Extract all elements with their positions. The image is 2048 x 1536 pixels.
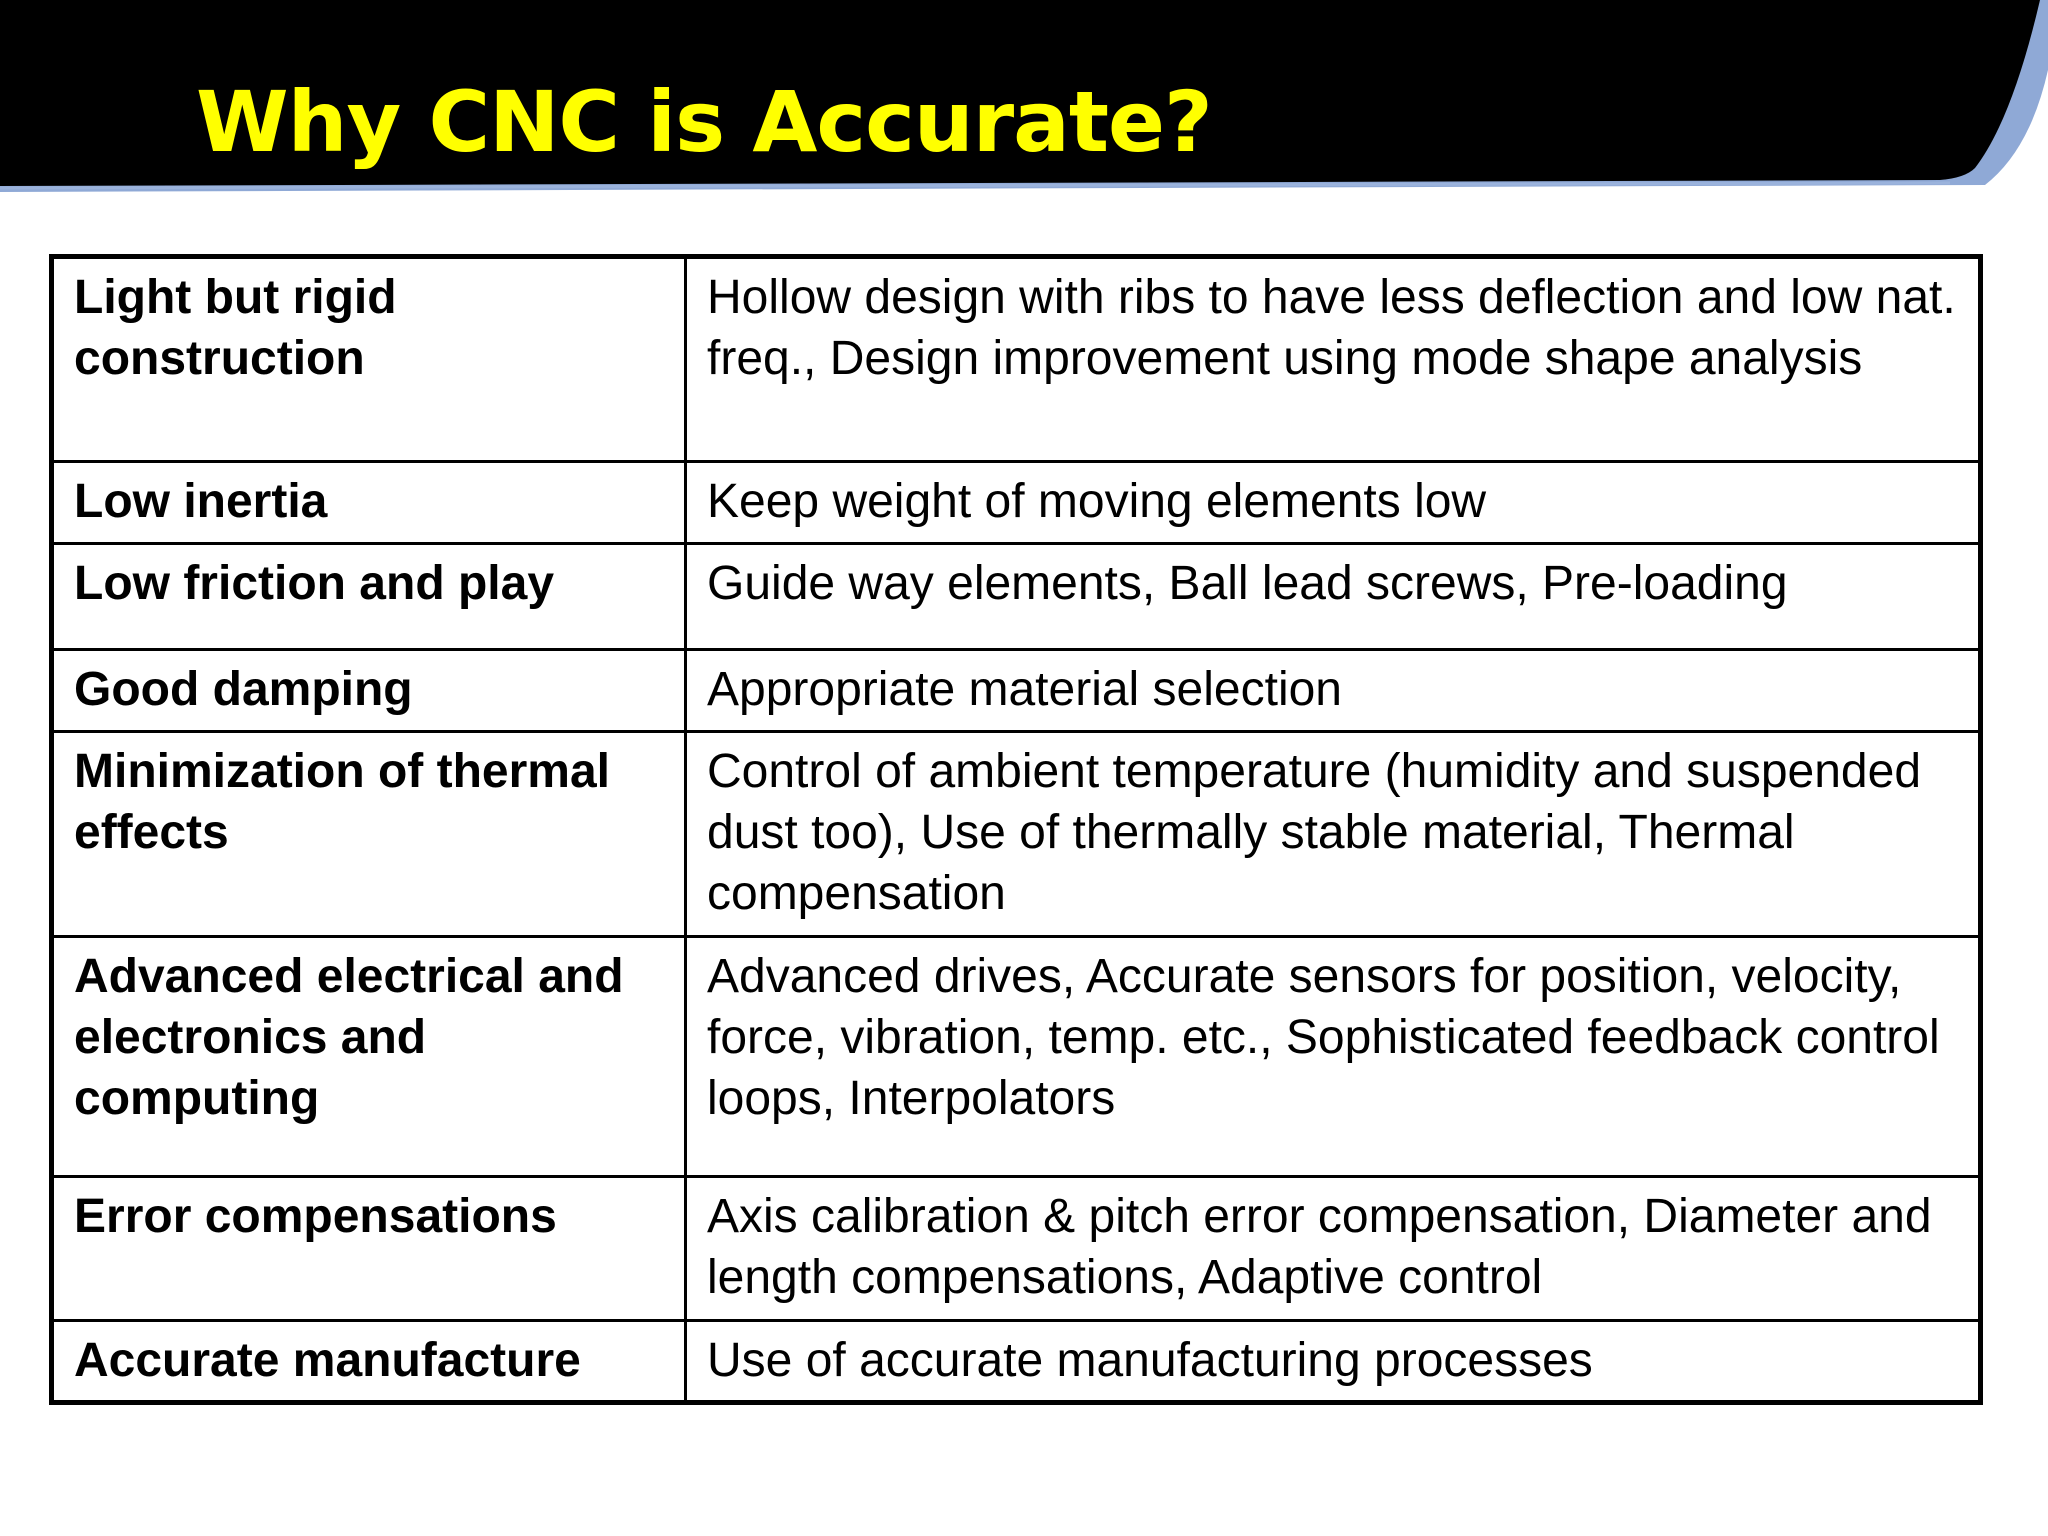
table-row (52, 1177, 1981, 1321)
features-table-container (49, 254, 1983, 1405)
factor-cell: Minimization of thermal effects (52, 732, 686, 937)
factor-cell: Advanced electrical and electronics and computing (52, 937, 686, 1177)
measures-cell: Advanced drives, Accurate sensors for position, velocity, force, vibration, temp. etc., Sophisticated feedback control loops, Interpolators (686, 937, 1981, 1177)
factor-cell: Light but rigid construction (52, 257, 686, 462)
measures-cell: Appropriate material selection (686, 650, 1981, 732)
table-row (52, 937, 1981, 1177)
table-row (52, 732, 1981, 937)
slide-title: Why CNC is Accurate? (196, 73, 1212, 171)
table-row (52, 462, 1981, 544)
table-row (52, 544, 1981, 650)
measures-cell: Guide way elements, Ball lead screws, Pre-loading (686, 544, 1981, 650)
measures-cell: Hollow design with ribs to have less deflection and low nat. freq., Design improvement using mode shape analysis (686, 257, 1981, 462)
measures-cell: Use of accurate manufacturing processes (686, 1321, 1981, 1403)
title-banner (0, 0, 2048, 205)
factor-cell: Low inertia (52, 462, 686, 544)
table-row (52, 257, 1981, 462)
factor-cell: Error compensations (52, 1177, 686, 1321)
factor-cell: Low friction and play (52, 544, 686, 650)
table-row (52, 1321, 1981, 1403)
table-row (52, 650, 1981, 732)
features-table (49, 254, 1983, 1405)
factor-cell: Accurate manufacture (52, 1321, 686, 1403)
measures-cell: Keep weight of moving elements low (686, 462, 1981, 544)
factor-cell: Good damping (52, 650, 686, 732)
measures-cell: Axis calibration & pitch error compensation, Diameter and length compensations, Adaptive control (686, 1177, 1981, 1321)
measures-cell: Control of ambient temperature (humidity and suspended dust too), Use of thermally stable material, Thermal compensation (686, 732, 1981, 937)
